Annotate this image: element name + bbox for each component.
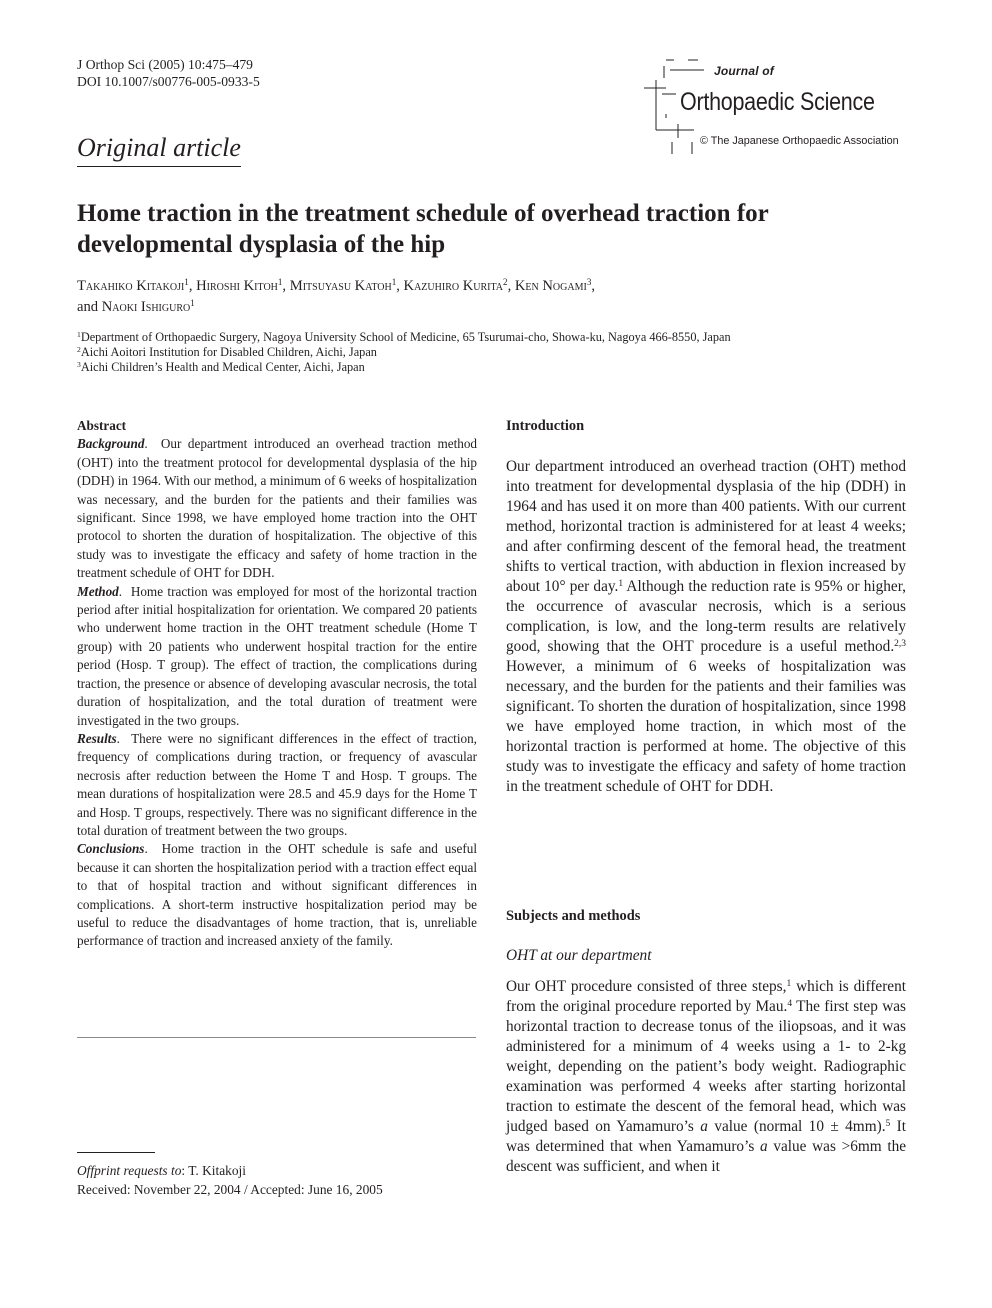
affiliation-marker: 1 bbox=[391, 277, 397, 288]
author-name: Takahiko Kitakoji bbox=[77, 278, 185, 294]
doi: DOI 10.1007/s00776-005-0933-5 bbox=[77, 74, 260, 89]
footnote bbox=[77, 1161, 383, 1199]
offprint-requests: Offprint requests to: T. Kitakoji bbox=[77, 1163, 247, 1178]
author-name: Ken Nogami bbox=[514, 278, 587, 294]
results-text: There were no significant differences in the effect of traction, frequency of complications during traction, or frequency of avascular necrosis after reduction between the Home T and Hosp. T groups. The mean durations of hospitalization were 28.5 and 45.9 days for the Home T and Hosp. T groups, respectively. There was no significant difference in the total duration of treatment between the two groups. bbox=[77, 730, 477, 838]
abstract-results: Results. There were no significant differences in the effect of traction, frequency of complications during traction, or frequency of avascular necrosis after reduction between the Home T and Hosp. T groups. The mean durations of hospitalization were 28.5 and 45.9 days for the Home T and Hosp. T groups, respectively. There was no significant difference in the total duration of treatment between the two groups. bbox=[77, 730, 477, 838]
affiliation-text: Aichi Aoitori Institution for Disabled Children, Aichi, Japan bbox=[80, 345, 377, 359]
methods-text: value was >6mm the descent was sufficient, and when it bbox=[506, 1138, 907, 1175]
journal-logo bbox=[644, 58, 924, 158]
abstract bbox=[77, 417, 477, 951]
journal-reference: J Orthop Sci (2005) 10:475–479 bbox=[77, 57, 253, 72]
conclusions-label: Conclusions bbox=[77, 841, 145, 857]
received-accepted: Received: November 22, 2004 / Accepted: June 16, 2005 bbox=[77, 1182, 383, 1197]
abstract-method: Method. Home traction was employed for most of the horizontal traction period after initial hospitalization for orientation. We compared 20 patients who underwent home traction in the OHT treatment schedule (Home T group) with 20 patients who underwent hospital traction for the entire period (Hosp. T group). The effect of traction, the complications during traction, the presence or absence of developing avascular necrosis, the total duration of hospitalization, and the total duration of treatment were investigated in the two groups. bbox=[77, 583, 478, 728]
variable-a: a bbox=[700, 1118, 708, 1135]
abstract-background: Background. Our department introduced an overhead traction method (OHT) into the treatment protocol for developmental dysplasia of the hip (DDH) in 1964. With our method, a minimum of 6 weeks of hospitalization was necessary, and the burden for the patients and their families was significant. Since 1998, we have employed home traction into the OHT protocol to shorten the duration of hospitalization. The objective of this study was to investigate the efficacy and safety of home traction in the treatment schedule of OHT for DDH. bbox=[77, 436, 478, 581]
affiliation-text: Aichi Children’s Health and Medical Center, Aichi, Japan bbox=[80, 360, 365, 374]
offprint-label: Offprint requests to bbox=[77, 1163, 182, 1178]
article-title: Home traction in the treatment schedule of overhead traction for developmental dysplasia of the hip bbox=[77, 200, 769, 258]
affiliation-marker: 1 bbox=[277, 277, 283, 288]
affiliation-number: 3 bbox=[77, 359, 81, 369]
affiliation bbox=[77, 360, 937, 375]
background-text: Our department introduced an overhead traction method (OHT) into the treatment protocol for developmental dysplasia of the hip (DDH) in 1964. With our method, a minimum of 6 weeks of hospitalization was necessary, and the burden for the patients and their families was significant. Since 1998, we have employed home traction into the OHT protocol to shorten the duration of hospitalization. The objective of this study was to investigate the efficacy and safety of home traction in the treatment schedule of OHT for DDH. bbox=[77, 436, 478, 581]
methods-subheading: OHT at our department bbox=[506, 947, 652, 964]
citation-ref: 4 bbox=[787, 998, 793, 1009]
author-name: Kazuhiro Kurita bbox=[403, 278, 504, 294]
author-list: Takahiko Kitakoji$^1$, Hiroshi Kitoh$^1$, Mitsuyasu Katoh$^1$, Kazuhiro Kurita$^2$, Ken Nogami$^3$, and Naoki Ishiguro$^1$ bbox=[77, 277, 595, 315]
citation-ref: 2,3 bbox=[894, 638, 906, 649]
offprint-name: T. Kitakoji bbox=[188, 1163, 247, 1178]
affiliation-marker: 2 bbox=[503, 277, 508, 288]
logo-journal-of: Journal of bbox=[714, 64, 775, 78]
author-name: Naoki Ishiguro bbox=[101, 299, 191, 315]
affiliation-number: 1 bbox=[77, 329, 81, 339]
affiliation bbox=[77, 330, 937, 345]
background-label: Background bbox=[77, 436, 145, 452]
affiliation-marker: 3 bbox=[586, 277, 592, 288]
results-label: Results bbox=[77, 730, 117, 746]
author-name: Mitsuyasu Katoh bbox=[289, 278, 392, 294]
methods-text: which is different from the original procedure reported by Mau. bbox=[506, 978, 906, 1015]
intro-text: However, a minimum of 6 weeks of hospitalization was necessary, and the burden for the patients and their families was significant. To shorten the duration of hospitalization, since 1998 we have employed home traction, in which most of the horizontal traction is performed at home. The objective of this study was to investigate the efficacy and safety of home traction in the treatment schedule of OHT for DDH. bbox=[506, 658, 906, 795]
methods-text: The first step was horizontal traction to decrease tonus of the iliopsoas, and it was administered for a minimum of 4 weeks using a 1- to 2-kg weight, depending on the patient’s body weight. Radiographic examination was performed 4 weeks after starting horizontal traction to estimate the descent of the femoral head, which was judged based on Yamamuro’s bbox=[506, 998, 906, 1135]
affiliation-marker: 1 bbox=[184, 277, 189, 288]
citation-block bbox=[77, 56, 260, 90]
affiliation-marker: 1 bbox=[190, 298, 195, 309]
affiliation bbox=[77, 345, 937, 360]
intro-text: Our department introduced an overhead traction (OHT) method into treatment for developmental dysplasia of the hip (DDH) in 1964 and has used it on more than 400 patients. With our current method, horizontal traction is administered for at least 4 weeks; and after confirming descent of the femoral head, the treatment shifts to vertical traction, with abduction in flexion increased by about 10° per day. bbox=[506, 458, 906, 595]
authors-and: and bbox=[77, 299, 99, 315]
methods-text: It was determined that when Yamamuro’s bbox=[506, 1118, 907, 1155]
affiliations bbox=[77, 330, 937, 375]
logo-copyright: © The Japanese Orthopaedic Association bbox=[700, 135, 899, 147]
method-text: Home traction was employed for most of the horizontal traction period after initial hospitalization for orientation. We compared 20 patients who underwent home traction in the OHT treatment schedule (Home T group) with 20 patients who underwent hospital traction for the entire period (Hosp. T group). The effect of traction, the complications during traction, the presence or absence of developing avascular necrosis, the total duration of hospitalization, and the total duration of treatment were investigated in the two groups. bbox=[77, 583, 478, 728]
affiliation-number: 2 bbox=[77, 344, 81, 354]
methods-paragraph bbox=[506, 977, 906, 1177]
citation-ref: 5 bbox=[885, 1118, 891, 1129]
conclusions-text: Home traction in the OHT schedule is safe and useful because it can shorten the hospitalization period with a traction effect equal to that of hospital traction and without significant differences in complications. A short-term instructive hospitalization period may be useful to reduce the disadvantages of home traction, that is, unreliable performance of traction and increased anxiety of the family. bbox=[77, 841, 478, 949]
author-name: Hiroshi Kitoh bbox=[196, 278, 278, 294]
citation-ref: 1 bbox=[618, 578, 624, 589]
method-label: Method bbox=[77, 583, 119, 599]
introduction-heading: Introduction bbox=[506, 418, 585, 434]
footnote-divider bbox=[77, 1152, 155, 1153]
methods-heading: Subjects and methods bbox=[506, 908, 641, 924]
variable-a: a bbox=[759, 1138, 768, 1155]
methods-text: Our OHT procedure consisted of three steps, bbox=[506, 978, 787, 995]
citation-ref: 1 bbox=[786, 978, 792, 989]
abstract-heading: Abstract bbox=[77, 418, 127, 433]
logo-journal-name: Orthopaedic Science bbox=[680, 88, 875, 116]
abstract-conclusions: Conclusions. Home traction in the OHT schedule is safe and useful because it can shorten the hospitalization period with a traction effect equal to that of hospital traction and without significant differences in complications. A short-term instructive hospitalization period may be useful to reduce the disadvantages of home traction, that is, unreliable performance of traction and increased anxiety of the family. bbox=[77, 841, 478, 949]
affiliation-text: Department of Orthopaedic Surgery, Nagoya University School of Medicine, 65 Tsurumai-cho, Showa-ku, Nagoya 466-8550, Japan bbox=[80, 330, 731, 344]
abstract-divider bbox=[77, 1037, 476, 1038]
intro-text: Although the reduction rate is 95% or higher, the occurrence of avascular necrosis, which is a serious complication, is low, and the long-term results are relatively good, showing that the OHT procedure is a useful method. bbox=[506, 578, 906, 655]
introduction-paragraph bbox=[506, 457, 906, 797]
article-type: Original article bbox=[77, 131, 241, 167]
methods-text: value (normal 10 ± 4mm). bbox=[714, 1118, 886, 1135]
